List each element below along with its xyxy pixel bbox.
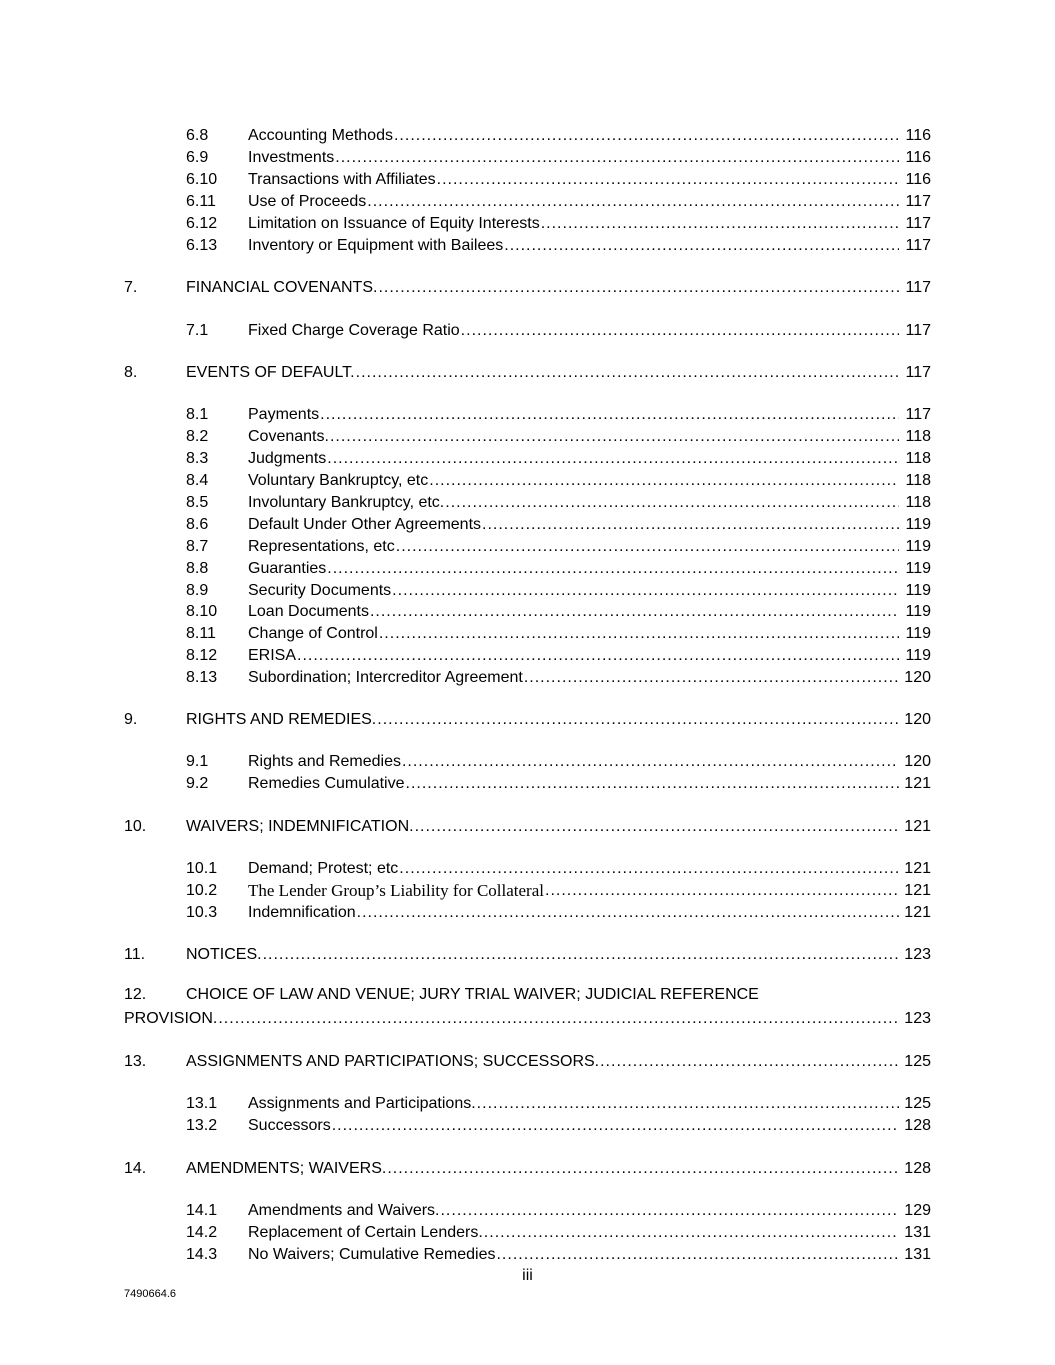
toc-entry-title: Default Under Other Agreements — [248, 516, 482, 533]
toc-entry-number: 8.5 — [186, 494, 209, 511]
toc-entry-number: 9.2 — [186, 775, 209, 792]
toc-entry-title: Security Documents — [248, 582, 392, 599]
toc-entry[interactable] — [186, 234, 931, 256]
toc-entry[interactable] — [186, 124, 931, 146]
toc-entry-page: 116 — [905, 127, 931, 144]
toc-section-title: ASSIGNMENTS AND PARTICIPATIONS; SUCCESSORS. — [186, 1053, 600, 1070]
toc-entry-title: Inventory or Equipment with Bailees — [248, 237, 504, 254]
toc-section-number: 11. — [124, 946, 146, 963]
toc-entry-page: 121 — [904, 882, 931, 899]
dot-leader — [378, 278, 899, 298]
toc-section-number: 8. — [124, 364, 138, 381]
toc-entry[interactable] — [186, 622, 931, 644]
dot-leader — [545, 881, 899, 901]
toc-entry-number: 8.9 — [186, 582, 209, 599]
page-number: iii — [522, 1267, 533, 1284]
toc-entry-title: The Lender Group’s Liability for Collateral — [248, 881, 544, 900]
toc-entry-number: 6.10 — [186, 171, 218, 188]
toc-section-title: WAIVERS; INDEMNIFICATION. — [186, 818, 414, 835]
toc-entry-title: Transactions with Affiliates — [248, 171, 436, 188]
dot-leader — [484, 1223, 899, 1243]
document-id: 7490664.6 — [124, 1288, 176, 1300]
toc-entry-title: Payments — [248, 406, 320, 423]
toc-entry-page: 116 — [905, 149, 931, 166]
dot-leader — [461, 321, 899, 341]
toc-entry-title: Successors — [248, 1117, 331, 1134]
toc-entry-number: 8.13 — [186, 669, 218, 686]
toc-entry-number: 10.2 — [186, 882, 218, 899]
toc-entry[interactable] — [186, 901, 931, 923]
toc-entry[interactable] — [186, 212, 931, 234]
dot-leader — [335, 148, 899, 168]
toc-entry-page: 119 — [905, 538, 931, 555]
dot-leader — [327, 449, 899, 469]
dot-leader — [327, 559, 899, 579]
dot-leader — [429, 471, 899, 491]
toc-section[interactable] — [124, 1157, 931, 1179]
toc-entry-page: 118 — [905, 494, 931, 511]
toc-entry[interactable] — [186, 190, 931, 212]
toc-entry[interactable] — [186, 557, 931, 579]
toc-entry-title: Guaranties — [248, 560, 327, 577]
toc-entry-title: Subordination; Intercreditor Agreement — [248, 669, 523, 686]
toc-entry-number: 8.3 — [186, 450, 209, 467]
toc-entry-title: Rights and Remedies — [248, 753, 401, 770]
toc-entry[interactable] — [186, 857, 931, 879]
toc-entry-title: ERISA — [248, 647, 297, 664]
toc-section-title: NOTICES. — [186, 946, 262, 963]
toc-entry[interactable] — [186, 1092, 931, 1114]
toc-section-page: 123 — [904, 946, 931, 963]
toc-entry-title: Indemnification — [248, 904, 356, 921]
toc-section-title: CHOICE OF LAW AND VENUE; JURY TRIAL WAIVER; JUDICIAL REFERENCE — [186, 986, 759, 1003]
dot-leader — [332, 1116, 899, 1136]
toc-section-wrapped-second-line[interactable] — [124, 1007, 931, 1029]
toc-section-title: RIGHTS AND REMEDIES. — [186, 711, 377, 728]
toc-section-title: EVENTS OF DEFAULT. — [186, 364, 355, 381]
toc-entry[interactable] — [186, 666, 931, 688]
toc-section[interactable] — [124, 708, 931, 730]
toc-entry-title: Involuntary Bankruptcy, etc. — [248, 494, 445, 511]
toc-entry-page: 117 — [905, 406, 931, 423]
toc-entry-title: Replacement of Certain Lenders. — [248, 1224, 483, 1241]
toc-entry-number: 8.10 — [186, 603, 218, 620]
dot-leader — [415, 817, 899, 837]
toc-entry-page: 121 — [904, 775, 931, 792]
toc-entry-number: 6.11 — [186, 193, 216, 210]
dot-leader — [356, 363, 899, 383]
toc-entry-page: 128 — [904, 1117, 931, 1134]
toc-entry-page: 117 — [905, 215, 931, 232]
toc-entry[interactable] — [186, 513, 931, 535]
dot-leader — [330, 427, 899, 447]
toc-section[interactable] — [124, 815, 931, 837]
toc-entry[interactable] — [186, 168, 931, 190]
toc-entry-number: 6.8 — [186, 127, 209, 144]
toc-entry-page: 117 — [905, 322, 931, 339]
toc-entry-number: 6.9 — [186, 149, 209, 166]
toc-entry[interactable] — [186, 319, 931, 341]
toc-entry-number: 8.4 — [186, 472, 209, 489]
toc-section-number: 9. — [124, 711, 138, 728]
toc-entry-title: Judgments — [248, 450, 327, 467]
toc-section-number: 13. — [124, 1053, 147, 1070]
toc-entry[interactable] — [186, 535, 931, 557]
toc-entry[interactable] — [186, 772, 931, 794]
toc-section-title: AMENDMENTS; WAIVERS. — [186, 1160, 387, 1177]
toc-section[interactable] — [124, 943, 931, 965]
toc-entry-page: 125 — [904, 1095, 931, 1112]
toc-entry[interactable] — [186, 1199, 931, 1221]
toc-entry[interactable] — [186, 879, 931, 901]
toc-section-page: 117 — [905, 364, 931, 381]
toc-entry-page: 118 — [905, 450, 931, 467]
dot-leader — [387, 1159, 899, 1179]
toc-entry-number: 14.3 — [186, 1246, 218, 1263]
toc-section-title: FINANCIAL COVENANTS. — [186, 279, 378, 296]
toc-entry[interactable] — [186, 491, 931, 513]
dot-leader — [396, 537, 899, 557]
toc-entry[interactable] — [186, 146, 931, 168]
toc-entry-title: Amendments and Waivers. — [248, 1202, 440, 1219]
toc-entry[interactable] — [186, 600, 931, 622]
toc-entry-page: 118 — [905, 428, 931, 445]
dot-leader — [477, 1094, 899, 1114]
toc-entry-number: 8.6 — [186, 516, 209, 533]
toc-entry[interactable] — [186, 403, 931, 425]
toc-entry-number: 6.13 — [186, 237, 218, 254]
dot-leader — [402, 752, 899, 772]
toc-entry-title: Change of Control — [248, 625, 378, 642]
toc-section-page: 121 — [904, 818, 931, 835]
toc-entry-page: 131 — [904, 1224, 931, 1241]
toc-entry-page: 118 — [905, 472, 931, 489]
toc-entry-page: 120 — [904, 753, 931, 770]
dot-leader — [496, 1245, 899, 1265]
dot-leader — [377, 710, 899, 730]
toc-section-page: 123 — [904, 1010, 931, 1027]
toc-entry-title: Assignments and Participations. — [248, 1095, 476, 1112]
toc-entry-title: Covenants. — [248, 428, 329, 445]
toc-entry-number: 8.7 — [186, 538, 209, 555]
toc-entry-title: Accounting Methods — [248, 127, 393, 144]
toc-entry-number: 8.2 — [186, 428, 209, 445]
dot-leader — [357, 903, 899, 923]
toc-entry[interactable] — [186, 447, 931, 469]
toc-entry-title: Demand; Protest; etc — [248, 860, 399, 877]
toc-entry-page: 117 — [905, 237, 931, 254]
dot-leader — [392, 581, 899, 601]
toc-section[interactable] — [124, 276, 931, 298]
toc-section[interactable] — [124, 1050, 931, 1072]
toc-entry[interactable] — [186, 644, 931, 666]
toc-entry-number: 13.1 — [186, 1095, 218, 1112]
toc-entry[interactable] — [186, 1114, 931, 1136]
dot-leader — [440, 1201, 899, 1221]
toc-entry[interactable] — [186, 1221, 931, 1243]
dot-leader — [406, 774, 899, 794]
toc-entry-title: No Waivers; Cumulative Remedies — [248, 1246, 496, 1263]
toc-section[interactable] — [124, 361, 931, 383]
dot-leader — [399, 859, 899, 879]
toc-section-page: 128 — [904, 1160, 931, 1177]
toc-section-page: 120 — [904, 711, 931, 728]
toc-entry-number: 14.2 — [186, 1224, 218, 1241]
dot-leader — [297, 646, 899, 666]
toc-entry[interactable] — [186, 425, 931, 447]
toc-section-wrapped-first-line[interactable] — [124, 985, 759, 1007]
toc-entry-title: Limitation on Issuance of Equity Interests — [248, 215, 540, 232]
toc-entry-title: Loan Documents — [248, 603, 369, 620]
toc-entry-page: 119 — [905, 516, 931, 533]
toc-entry-page: 116 — [905, 171, 931, 188]
dot-leader — [600, 1052, 899, 1072]
dot-leader — [445, 493, 899, 513]
toc-entry-number: 14.1 — [186, 1202, 218, 1219]
toc-entry-page: 119 — [905, 625, 931, 642]
toc-section-number: 10. — [124, 818, 147, 835]
toc-section-title-continuation: PROVISION. — [124, 1010, 218, 1027]
toc-entry-page: 120 — [904, 669, 931, 686]
toc-entry-number: 10.3 — [186, 904, 218, 921]
dot-leader — [218, 1009, 899, 1029]
toc-entry[interactable] — [186, 579, 931, 601]
toc-entry-page: 121 — [904, 860, 931, 877]
dot-leader — [370, 602, 899, 622]
toc-entry[interactable] — [186, 1243, 931, 1265]
dot-leader — [437, 170, 899, 190]
toc-entry-page: 129 — [904, 1202, 931, 1219]
dot-leader — [367, 192, 899, 212]
toc-entry-page: 119 — [905, 603, 931, 620]
toc-entry-number: 13.2 — [186, 1117, 218, 1134]
toc-section-number: 7. — [124, 279, 138, 296]
toc-entry-page: 119 — [905, 582, 931, 599]
toc-section-number: 12. — [124, 986, 147, 1003]
toc-section-page: 125 — [904, 1053, 931, 1070]
toc-entry-page: 117 — [905, 193, 931, 210]
dot-leader — [504, 236, 899, 256]
dot-leader — [524, 668, 899, 688]
toc-entry-number: 9.1 — [186, 753, 209, 770]
dot-leader — [320, 405, 899, 425]
toc-entry-number: 6.12 — [186, 215, 218, 232]
toc-entry-title: Investments — [248, 149, 335, 166]
toc-entry-title: Fixed Charge Coverage Ratio — [248, 322, 460, 339]
toc-entry-title: Representations, etc — [248, 538, 395, 555]
dot-leader — [263, 945, 899, 965]
toc-entry-number: 10.1 — [186, 860, 218, 877]
toc-entry-page: 131 — [904, 1246, 931, 1263]
dot-leader — [482, 515, 899, 535]
toc-entry-title: Voluntary Bankruptcy, etc — [248, 472, 429, 489]
toc-section-page: 117 — [905, 279, 931, 296]
toc-entry[interactable] — [186, 750, 931, 772]
toc-entry-number: 8.1 — [186, 406, 209, 423]
toc-entry-number: 8.12 — [186, 647, 218, 664]
toc-entry-page: 121 — [904, 904, 931, 921]
toc-section-number: 14. — [124, 1160, 147, 1177]
toc-entry-title: Remedies Cumulative — [248, 775, 405, 792]
dot-leader — [394, 126, 899, 146]
toc-entry-number: 8.8 — [186, 560, 209, 577]
toc-entry-number: 8.11 — [186, 625, 216, 642]
toc-entry-title: Use of Proceeds — [248, 193, 367, 210]
toc-entry-page: 119 — [905, 647, 931, 664]
dot-leader — [541, 214, 899, 234]
toc-entry[interactable] — [186, 469, 931, 491]
dot-leader — [379, 624, 899, 644]
toc-entry-number: 7.1 — [186, 322, 209, 339]
toc-entry-page: 119 — [905, 560, 931, 577]
